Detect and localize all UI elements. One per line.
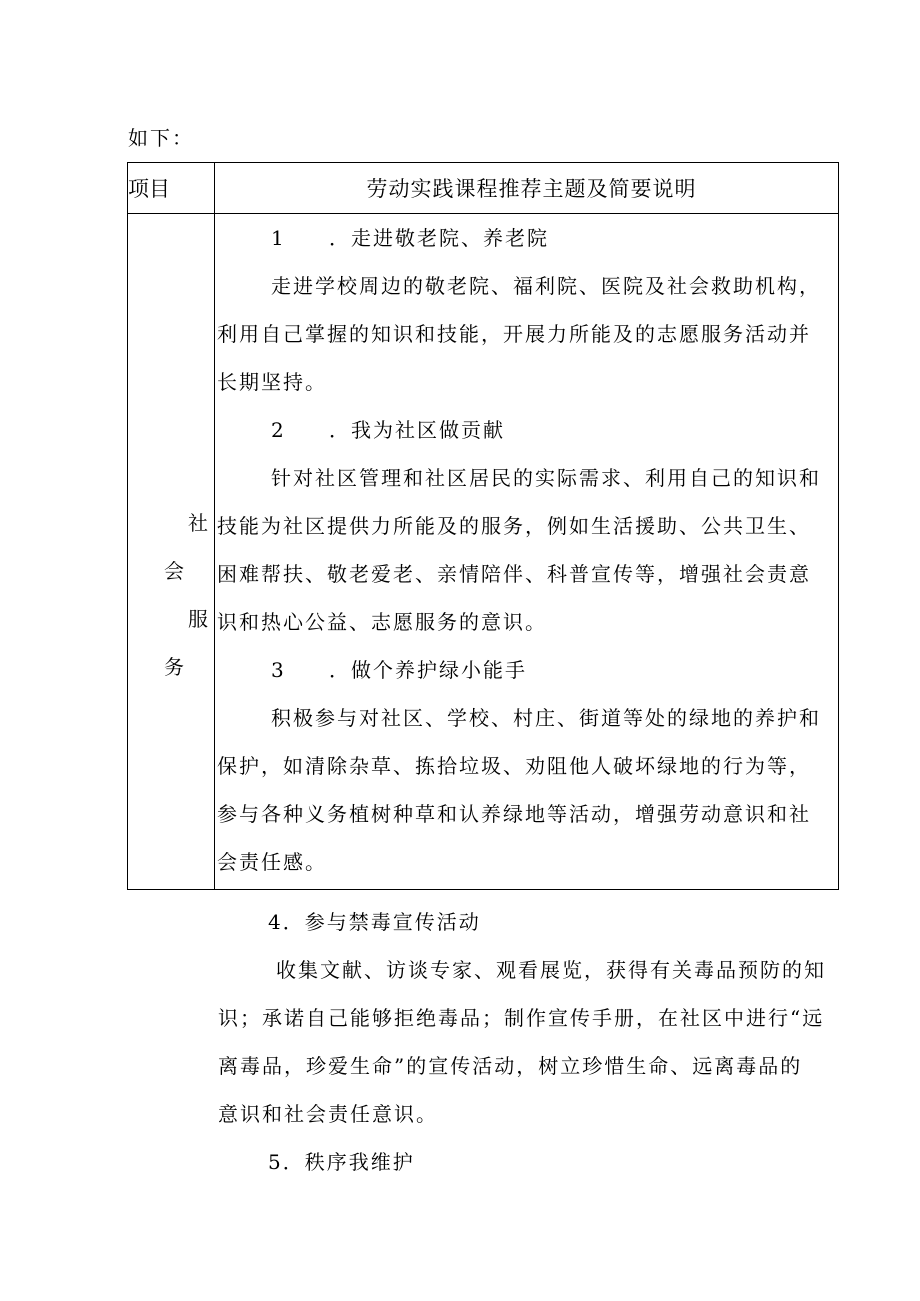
after-table-content: [218, 898, 840, 1186]
body-line: 参与各种义务植树种草和认养绿地等活动，增强劳动意识和社: [217, 802, 811, 826]
table-header-row: [128, 163, 839, 214]
body-line: 会责任感。: [217, 850, 327, 874]
section-title: ．做个养护绿小能手: [329, 658, 527, 682]
section-heading: [218, 898, 840, 946]
section-title: ．走进敬老院、养老院: [329, 226, 549, 250]
table-row: [128, 214, 839, 890]
content-cell: [215, 214, 839, 890]
category-char: 服: [188, 607, 208, 631]
body-line: 针对社区管理和社区居民的实际需求、利用自己的知识和: [271, 466, 821, 490]
section-heading: [215, 406, 838, 454]
body-line: 意识和社会责任意识。: [218, 1102, 438, 1126]
category-char: 社: [188, 511, 208, 535]
body-line: 识和热心公益、志愿服务的意识。: [217, 610, 547, 634]
section-title: ．我为社区做贡献: [329, 418, 505, 442]
section-title: ．参与禁毒宣传活动: [282, 910, 481, 934]
section-number: 3: [271, 658, 286, 682]
course-table: [127, 162, 839, 890]
header-title-cell: 劳动实践课程推荐主题及简要说明: [215, 163, 839, 214]
body-line: 技能为社区提供力所能及的服务，例如生活援助、公共卫生、: [217, 514, 811, 538]
body-line: 离毒品，珍爱生命”的宣传活动，树立珍惜生命、远离毒品的: [218, 1054, 803, 1078]
body-line: 利用自己掌握的知识和技能，开展力所能及的志愿服务活动并: [217, 322, 811, 346]
section-number: 4: [268, 910, 283, 934]
section-heading: [215, 214, 838, 262]
body-line: 识；承诺自己能够拒绝毒品；制作宣传手册，在社区中进行“远: [218, 1006, 825, 1030]
section-heading: [215, 646, 838, 694]
category-cell: [128, 214, 215, 890]
category-char: 务: [164, 655, 184, 679]
body-line: 走进学校周边的敬老院、福利院、医院及社会救助机构，: [271, 274, 821, 298]
body-line: 困难帮扶、敬老爱老、亲情陪伴、科普宣传等，增强社会责意: [217, 562, 811, 586]
category-char: 会: [164, 559, 184, 583]
body-line: 积极参与对社区、学校、村庄、街道等处的绿地的养护和: [271, 706, 821, 730]
section-number: 2: [271, 418, 286, 442]
section-number: 5: [268, 1150, 283, 1174]
section-number: 1: [271, 226, 286, 250]
section-title: ．秩序我维护: [282, 1150, 415, 1174]
body-line: 收集文献、访谈专家、观看展览，获得有关毒品预防的知: [276, 958, 826, 982]
intro-text: 如下：: [128, 126, 194, 150]
header-item-cell: 项目: [128, 163, 215, 214]
body-line: 保护，如清除杂草、拣拾垃圾、劝阻他人破坏绿地的行为等，: [217, 754, 811, 778]
body-line: 长期坚持。: [217, 370, 327, 394]
section-heading: [218, 1138, 840, 1186]
